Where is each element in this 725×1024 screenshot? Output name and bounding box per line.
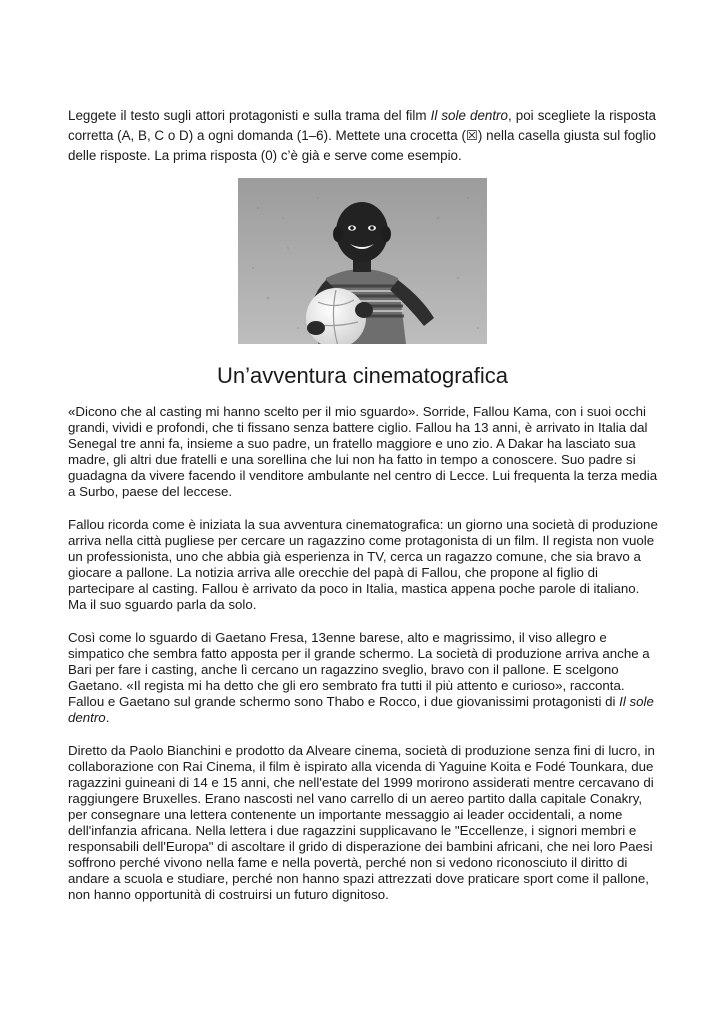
instructions-part2: , poi scegliete la risposta corretta (A, B, C o D) a ogni domanda (1–6). Mettete una crocetta (☒) nella casella giusta sul foglio delle risposte. La prima risposta (0) c’è già e serve come esempio. bbox=[68, 108, 656, 163]
article-paragraph-4: Diretto da Paolo Bianchini e prodotto da Alveare cinema, società di produzione senza fini di lucro, in collaborazione con Rai Cinema, il film è ispirato alla vicenda di Yaguine Koita e Fodé Tounkara, due ragazzini guineani di 14 e 15 anni, che nell'estate del 1999 morirono assiderati mentre cercavano di raggiungere Bruxelles. Erano nascosti nel vano carrello di un aereo partito dalla capitale Conakry, per consegnare una lettera contenente un importante messaggio ai leader occidentali, a nome dell'infanzia africana. Nella lettera i due ragazzini supplicavano le "Eccellenze, i signori membri e responsabili dell'Europa" di ascoltare il grido di disperazione dei bambini africani, che nei loro Paesi soffrono perché vivono nella fame e nella povertà, perché non si vedono riconosciuto il diritto di andare a scuola e studiare, perché non hanno spazi attrezzati dove praticare sport come il pallone, non hanno opportunità di costruirsi un futuro dignitoso. bbox=[68, 743, 655, 902]
paragraph-3-film-title: Il sole dentro bbox=[68, 694, 654, 725]
article-body bbox=[68, 404, 660, 920]
instructions-film-title: Il sole dentro bbox=[430, 108, 508, 123]
paragraph-3-end: . bbox=[105, 710, 110, 725]
article-paragraph-1: «Dicono che al casting mi hanno scelto per il mio sguardo». Sorride, Fallou Kama, con i suoi occhi grandi, vividi e profondi, che ti fissano senza battere ciglio. Fallou ha 13 anni, è arrivato in Italia dal Senegal tre anni fa, insieme a suo padre, un fratello maggiore e uno zio. A Dakar ha lasciato sua madre, gli altri due fratelli e una sorellina che lui non ha fatto in tempo a conoscere. Suo padre si guadagna da vivere facendo il venditore ambulante nel centro di Lecce. Lui frequenta la terza media a Surbo, paese del leccese. bbox=[68, 404, 658, 499]
instructions-text bbox=[68, 106, 656, 166]
paragraph-3-text: Così come lo sguardo di Gaetano Fresa, 13enne barese, alto e magrissimo, il viso allegro e simpatico che sembra fatto apposta per il grande schermo. La società di produzione arriva anche a Bari per fare i casting, anche lì cercano un ragazzino sveglio, bravo con il pallone. E scelgono Gaetano. «Il regista mi ha detto che gli ero sembrato fra tutti il più attento e curioso», racconta. Fallou e Gaetano sul grande schermo sono Thabo e Rocco, i due giovanissimi protagonisti di bbox=[68, 630, 650, 709]
instructions-part1: Leggete il testo sugli attori protagonisti e sulla trama del film bbox=[68, 108, 431, 123]
article-title: Un’avventura cinematografica bbox=[216, 363, 509, 388]
article-paragraph-2: Fallou ricorda come è iniziata la sua avventura cinematografica: un giorno una società di produzione arriva nella città pugliese per cercare un ragazzino come protagonista di un film. Il regista non vuole un professionista, uno che abbia già esperienza in TV, cerca un ragazzo comune, che sia bravo a giocare a pallone. La notizia arriva alle orecchie del papà di Fallou, che propone al figlio di partecipare al casting. Fallou è arrivato da poco in Italia, mastica appena poche parole di italiano. Ma il suo sguardo parla da solo. bbox=[68, 517, 658, 612]
article-paragraph-3 bbox=[68, 630, 660, 726]
photo-child-with-ball bbox=[238, 178, 487, 344]
